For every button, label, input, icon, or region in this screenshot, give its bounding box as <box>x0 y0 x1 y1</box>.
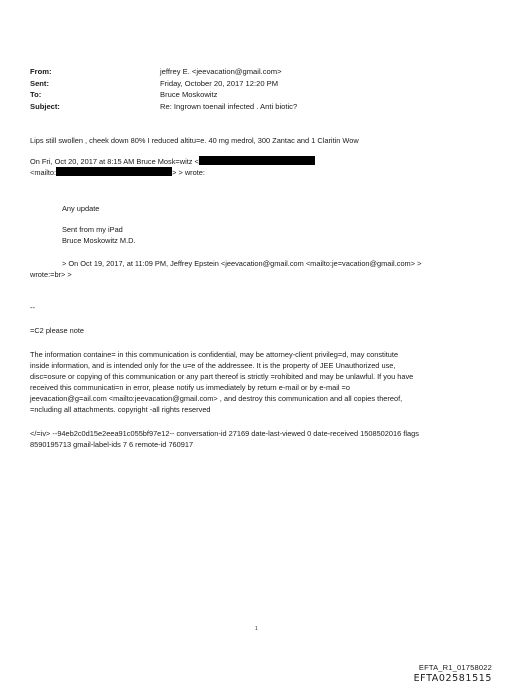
disclaimer-line-4: received this communicati=n in error, please notify us immediately by return e-mail or by e-mail =o <box>30 383 350 392</box>
signature-text: Bruce Moskowitz M.D. <box>62 236 136 245</box>
metadata-line-2: 8590195713 gmail-label-ids 7 6 remote-id 760917 <box>30 440 194 449</box>
metadata-line-1: </=iv> --94eb2c0d15e2eea91c055bf97e12-- conversation-id 27169 date-last-viewed 0 date-received 1508502016 flags <box>30 429 419 438</box>
from-value: jeffrey E. <jeevacation@gmail.com> <box>160 67 282 76</box>
page-number: 1 <box>255 626 258 632</box>
sent-from-text: Sent from my iPad <box>62 225 123 234</box>
sent-value: Friday, October 20, 2017 12:20 PM <box>160 78 279 88</box>
dashes-text: -- <box>30 303 35 312</box>
disclaimer-line-5: jeevacation@g=ail.com <mailto:jeevacation@gmail.com> , and destroy this communication and all copies thereof, <box>30 394 403 403</box>
from-row <box>30 66 297 78</box>
body-line-3 <box>30 167 205 179</box>
subject-value: Re: Ingrown toenail infected . Anti biotic? <box>160 101 298 111</box>
email-header <box>30 66 297 112</box>
sent-label: Sent: <box>30 78 49 88</box>
disclaimer-line-3: disc=osure or copying of this communication or any part thereof is strictly =rohibited and may be unlawful. If you have <box>30 372 414 381</box>
to-value: Bruce Moskowitz <box>160 90 218 100</box>
to-label: To: <box>30 90 42 100</box>
bates-stamp-large: EFTA02581515 <box>413 673 492 684</box>
disclaimer-line-2: inside information, and is intended only for the u=e of the addressee. It is the property of JEE Unauthorized use, <box>30 361 396 370</box>
body-line-2 <box>30 156 315 168</box>
wrote-suffix: > > wrote: <box>172 168 205 177</box>
subject-label: Subject: <box>30 101 60 111</box>
to-row <box>30 89 297 101</box>
redaction-box <box>199 156 315 165</box>
bates-stamp-small: EFTA_R1_01758022 <box>418 663 492 672</box>
quote-line-2: wrote:=br> > <box>30 270 72 279</box>
quote-line-1: > On Oct 19, 2017, at 11:09 PM, Jeffrey Epstein <jeevacation@gmail.com <mailto:je=vacation@gmail.com> > <box>62 259 422 268</box>
disclaimer-line-1: The information containe= in this communication is confidential, may be attorney-client privileg=d, may constitute <box>30 350 399 359</box>
disclaimer-line-6: =ncluding all attachments. copyright -all rights reserved <box>30 405 211 414</box>
mailto-prefix: <mailto: <box>30 168 57 177</box>
body-line-1: Lips still swollen , cheek down 80% I reduced altitu=e. 40 mg medrol, 300 Zantac and 1 Claritin Wow <box>30 136 359 145</box>
please-note-text: =C2 please note <box>30 326 85 335</box>
from-label: From: <box>30 67 52 76</box>
redaction-box <box>56 167 172 176</box>
subject-row <box>30 101 297 113</box>
reply-intro: On Fri, Oct 20, 2017 at 8:15 AM Bruce Mosk=witz < <box>30 157 199 166</box>
sent-row <box>30 78 297 90</box>
any-update-text: Any update <box>62 204 100 213</box>
